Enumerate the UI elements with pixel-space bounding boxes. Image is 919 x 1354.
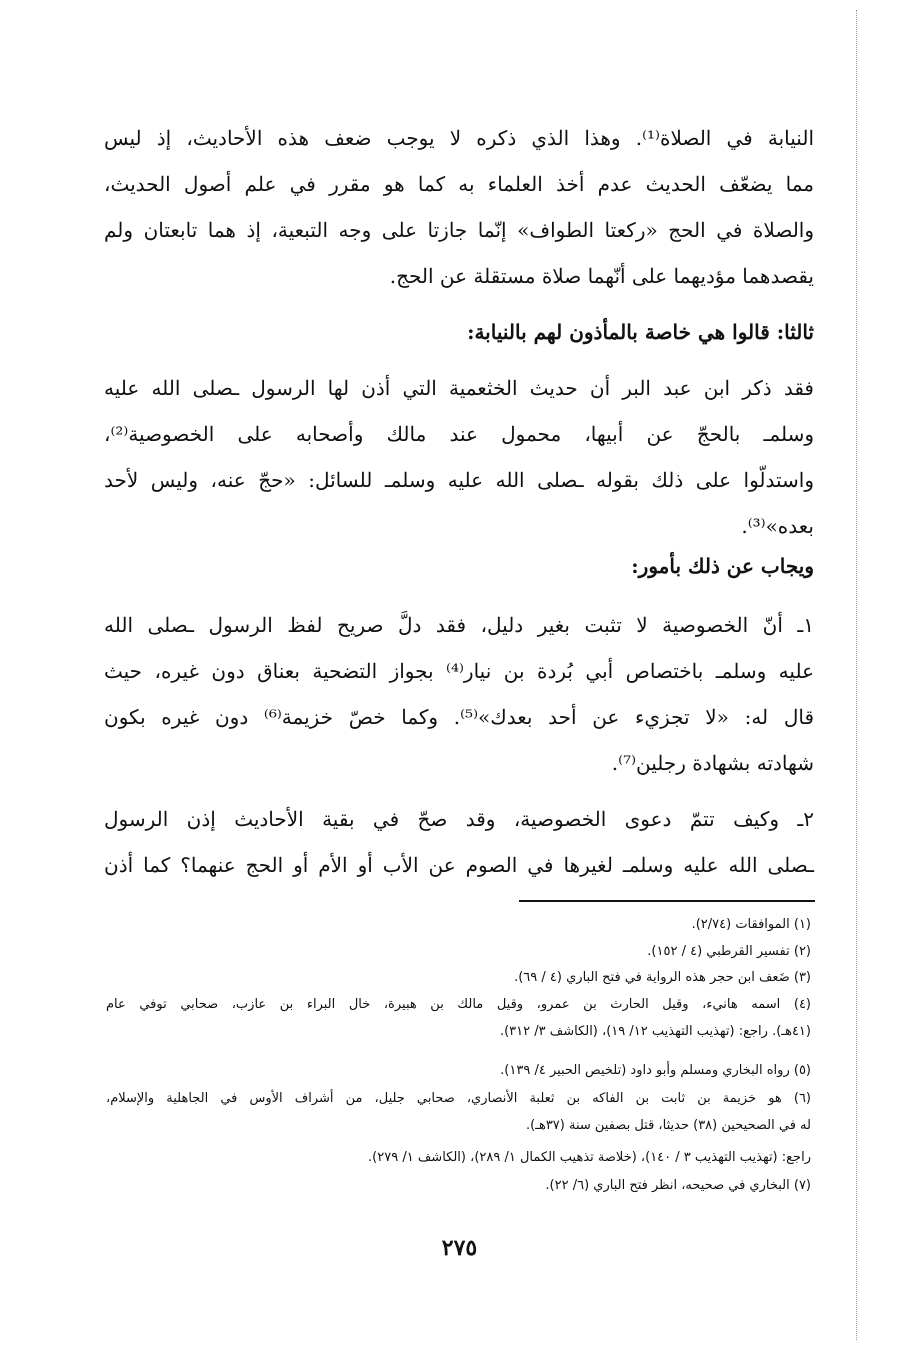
footnote-line: (١) الموافقات (٢/٧٤). <box>691 917 811 932</box>
body-line: واستدلّوا على ذلك بقوله ـصلى الله عليه وسلمـ للسائل: «حجّ عنه، وليس لأحد <box>104 468 814 492</box>
page-edge-dotted-line <box>856 10 857 1340</box>
body-line: ١ـ أنّ الخصوصية لا تثبت بغير دليل، فقد دلَّ صريح لفظ الرسول ـصلى الله <box>104 613 814 637</box>
body-line: ـصلى الله عليه وسلمـ لغيرها في الصوم عن الأب أو الأم أو الحج عنهما؟ كما أذن <box>104 853 814 877</box>
body-line: قال له: «لا تجزيء عن أحد بعدك»⁽⁵⁾. وكما خصّ خزيمة⁽⁶⁾ دون غيره بكون <box>104 705 815 729</box>
footnote-line: راجع: (تهذيب التهذيب ٣ / ١٤٠)، (خلاصة تذهيب الكمال ١/ ٢٨٩)، (الكاشف ١/ ٢٧٩). <box>368 1150 811 1165</box>
body-line: فقد ذكر ابن عبد البر أن حديث الخثعمية التي أذن لها الرسول ـصلى الله عليه <box>104 376 814 400</box>
body-line: وسلمـ بالحجّ عن أبيها، محمول عند مالك وأصحابه على الخصوصية⁽²⁾، <box>104 422 814 446</box>
page-number: ٢٧٥ <box>441 1235 478 1261</box>
body-line: يقصدهما مؤديهما على أنّهما صلاة مستقلة عن الحج. <box>389 264 814 288</box>
footnote-line: (٧) البخاري في صحيحه، انظر فتح الباري (٦/ ٢٢). <box>545 1178 811 1193</box>
footnote-line: (٤) اسمه هانيء، وقيل الحارث بن عمرو، وقيل مالك بن هبيرة، خال البراء بن عازب، صحابي توفي عام <box>106 997 811 1012</box>
body-line: بعده»⁽³⁾. <box>741 514 814 538</box>
footnote-line: (٥) رواه البخاري ومسلم وأبو داود (تلخيص الحبير ٤/ ١٣٩). <box>500 1063 811 1078</box>
body-line: والصلاة في الحج «ركعتا الطواف» إنّما جازتا على وجه التبعية، إذ هما تابعتان ولم <box>104 218 814 242</box>
body-line: ٢ـ وكيف تتمّ دعوى الخصوصية، وقد صحّ في بقية الأحاديث إذن الرسول <box>104 807 814 831</box>
section-heading: ويجاب عن ذلك بأمور: <box>631 554 814 578</box>
footnote-line: (٦) هو خزيمة بن ثابت بن الفاكه بن ثعلبة الأنصاري، صحابي جليل، من أشراف الأوس في الجاهلية والإسلام، <box>106 1091 811 1106</box>
body-line: عليه وسلمـ باختصاص أبي بُردة بن نيار⁽⁴⁾ بجواز التضحية بعناق دون غيره، حيث <box>104 659 814 683</box>
footnote-line: له في الصحيحين (٣٨) حديثا، قتل بصفين سنة (٣٧هـ). <box>525 1118 811 1133</box>
section-heading: ثالثا: قالوا هي خاصة بالمأذون لهم بالنيابة: <box>467 320 814 344</box>
body-line: مما يضعّف الحديث عدم أخذ العلماء به كما هو مقرر في علم أصول الحديث، <box>104 172 814 196</box>
footnote-separator <box>519 900 815 902</box>
body-line: النيابة في الصلاة⁽¹⁾. وهذا الذي ذكره لا يوجب ضعف هذه الأحاديث، إذ ليس <box>104 126 814 150</box>
body-line: شهادته بشهادة رجلين⁽⁷⁾. <box>611 751 814 775</box>
footnote-line: (٣) ضَعف ابن حجر هذه الرواية في فتح الباري (٤ / ٦٩). <box>514 970 811 985</box>
footnote-line: (٤١هـ). راجع: (تهذيب التهذيب ١٢/ ١٩)، (الكاشف ٣/ ٣١٢). <box>499 1024 811 1039</box>
footnote-line: (٢) تفسير القرطبي (٤ / ١٥٢). <box>647 944 811 959</box>
